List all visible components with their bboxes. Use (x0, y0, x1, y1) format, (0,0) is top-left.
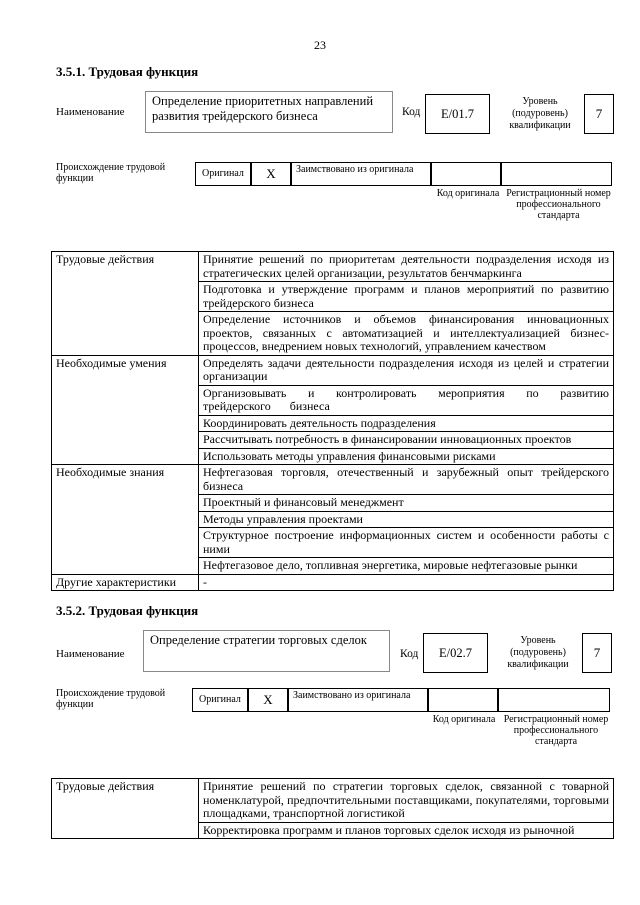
group-label: Необходимые умения (52, 355, 199, 465)
level-label: Уровень (подуровень) квалификации (509, 96, 571, 131)
section-title: 3.5.2. Трудовая функция (56, 603, 199, 618)
group-label: Трудовые действия (52, 252, 199, 356)
group-label: Необходимые знания (52, 465, 199, 575)
table-row: Определять задачи деятельности подразделения исходя из целей и стратегии организации (199, 355, 614, 385)
table-row: Принятие решений по приоритетам деятельности подразделения исходя из стратегических целей организации, результатов бенчмаркинга (199, 252, 614, 282)
reg-number-cell (498, 688, 610, 712)
level-value: 7 (582, 633, 612, 673)
table-row: Корректировка программ и планов торговых сделок исходя из рыночной (199, 822, 614, 839)
origin-row (195, 162, 612, 186)
name-label: Наименование (56, 648, 125, 660)
level-label: Уровень (подуровень) квалификации (507, 635, 569, 670)
function-code: E/02.7 (423, 633, 488, 673)
function-code: E/01.7 (425, 94, 490, 134)
function-table-1 (51, 251, 614, 591)
table-row: Рассчитывать потребность в финансировании инновационных проектов (199, 432, 614, 449)
function-name: Определение стратегии торговых сделок (143, 630, 390, 672)
table-row: Нефтегазовая торговля, отечественный и зарубежный опыт трейдерского бизнеса (199, 465, 614, 495)
borrowed-cell: Заимствовано из оригинала (291, 162, 431, 186)
name-label: Наименование (56, 106, 125, 118)
level-value: 7 (584, 94, 614, 134)
original-cell: Оригинал (192, 688, 248, 712)
original-code-cell (428, 688, 498, 712)
table-row: Структурное построение информационных систем и особенности работы с ними (199, 528, 614, 558)
table-row: - (199, 574, 614, 591)
origin-label: Происхождение трудовой функции (56, 688, 166, 710)
reg-number-cell (501, 162, 612, 186)
table-row: Использовать методы управления финансовыми рисками (199, 448, 614, 465)
original-code-label: Код оригинала (436, 188, 500, 199)
page-number: 23 (314, 38, 326, 52)
original-code-label: Код оригинала (432, 714, 496, 725)
table-row: Нефтегазовое дело, топливная энергетика, мировые нефтегазовые рынки (199, 558, 614, 575)
table-row: Проектный и финансовый менеджмент (199, 495, 614, 512)
table-row: Подготовка и утверждение программ и планов мероприятий по развитию трейдерского бизнеса (199, 282, 614, 312)
table-row: Принятие решений по стратегии торговых сделок, связанной с товарной номенклатурой, предпочтительными поставщиками, покупателями, торговыми площадками, транспортной логистикой (199, 779, 614, 823)
original-code-cell (431, 162, 501, 186)
section-title: 3.5.1. Трудовая функция (56, 64, 199, 79)
table-row: Организовывать и контролировать мероприятия по развитию трейдерского бизнеса (199, 385, 614, 415)
table-row: Координировать деятельность подразделения (199, 415, 614, 432)
borrowed-cell: Заимствовано из оригинала (288, 688, 428, 712)
code-label: Код (400, 648, 419, 660)
function-table-2 (51, 778, 614, 839)
origin-label: Происхождение трудовой функции (56, 162, 166, 184)
table-row: Определение источников и объемов финансирования инновационных проектов, связанных с автоматизацией и интеллектуализацией бизнес-процессов, внедрением новых технологий, управлением качеством (199, 312, 614, 356)
original-cell: Оригинал (195, 162, 251, 186)
reg-number-label: Регистрационный номер профессионального стандарта (506, 188, 611, 221)
origin-row (192, 688, 610, 712)
group-label: Трудовые действия (52, 779, 199, 839)
group-label: Другие характеристики (52, 574, 199, 591)
code-label: Код (402, 106, 421, 118)
original-mark: X (248, 688, 288, 712)
original-mark: X (251, 162, 291, 186)
reg-number-label: Регистрационный номер профессионального стандарта (503, 714, 609, 747)
function-name: Определение приоритетных направлений развития трейдерского бизнеса (145, 91, 393, 133)
table-row: Методы управления проектами (199, 511, 614, 528)
